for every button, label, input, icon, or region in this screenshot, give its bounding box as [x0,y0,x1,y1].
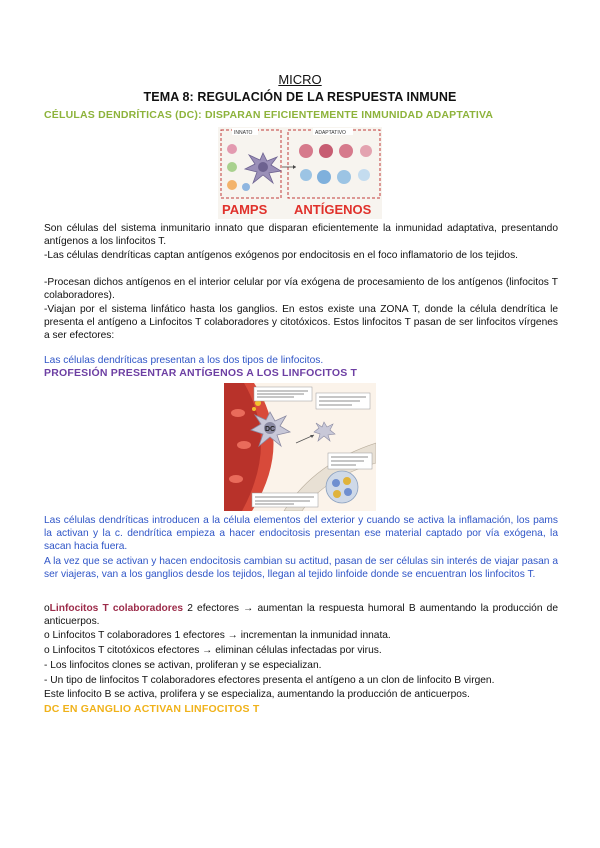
section-heading-dendritic-cells: CÉLULAS DENDRÍTICAS (DC): DISPARAN EFICIENTEMENTE INMUNIDAD ADAPTATIVA [44,109,494,121]
figure-antigen-presentation-illustration [224,383,376,511]
paragraph-migration: A la vez que se activan y hacen endocitosis cambian su actitud, pasan de ser células sin interés de viajar pasan a ser viajeras, van a los ganglios desde los tejidos, llegan al tejido linfoide donde se encuentran los linfocitos T. [44,556,558,581]
section-heading-dc-lymph-node: DC EN GANGLIO ACTIVAN LINFOCITOS T [44,703,260,715]
paragraph-capture: -Las células dendríticas captan antígenos exógenos por endocitosis en el foco inflamatorio de los tejidos. [44,250,519,261]
paragraph-travel: -Viajan por el sistema linfático hasta los ganglios. En estos existe una ZONA T, donde la célula dendrítica le presenta el antígeno a Linfocitos T colaboradores y citotóxicos. Estos linfocitos T pasan de ser linfocitos vírgenes a ser efectores: [44,304,558,342]
paragraph-b-clone: - Un tipo de linfocitos T colaboradores efectores presenta el antígeno a un clon de linfocito B virgen. [44,675,495,686]
th2-rest: 2 efectores → aumentan la respuesta humoral B aumentando la producción de anticuerpos. [44,603,558,628]
figure2-label-dc: DC [265,426,276,433]
paragraph-inflammation: Las células dendríticas introducen a la célula elementos del exterior y cuando se activa la inflamación, los pams la activan y la c. dendrítica empieza a hacer endocitosis presentan ese material captado por vía exógena, la sacan hacia fuera. [44,515,558,553]
figure-innate-adaptive-illustration [218,127,382,219]
paragraph-clones: - Los linfocitos clones se activan, proliferan y se especializan. [44,660,322,671]
th2-bullet: o [44,603,50,614]
paragraph-intro: Son células del sistema inmunitario innato que disparan eficientemente la inmunidad adaptativa, presentando antígenos a los linfocitos T. [44,223,558,248]
figure1-label-adaptativo: ADAPTATIVO [315,130,346,136]
figure1-label-innato: INNATO [234,130,253,136]
figure1-label-antigenos: ANTÍGENOS [294,202,372,217]
figure-antigen-presentation [224,383,376,511]
paragraph-process: -Procesan dichos antígenos en el interior celular por vía exógena de procesamiento de los antígenos (linfocitos T colaboradores). [44,277,558,302]
section-heading-antigen-presentation: PROFESIÓN PRESENTAR ANTÍGENOS A LOS LINFOCITOS T [44,367,358,379]
paragraph-th1: o Linfocitos T colaboradores 1 efectores → incrementan la inmunidad innata. [44,630,391,641]
paragraph-th2 [44,602,558,628]
figure-innate-adaptive [218,127,382,219]
paragraph-cytotoxic: o Linfocitos T citotóxicos efectores → eliminan células infectadas por virus. [44,645,382,656]
paragraph-b-activation: Este linfocito B se activa, prolifera y se especializa, aumentando la producción de anticuerpos. [44,689,470,700]
th2-highlight: Linfocitos T colaboradores [49,603,184,614]
main-title: TEMA 8: REGULACIÓN DE LA RESPUESTA INMUNE [143,90,457,104]
document-title: MICRO [278,72,322,87]
paragraph-two-types: Las células dendríticas presentan a los dos tipos de linfocitos. [44,355,324,366]
figure1-label-pamps: PAMPS [222,202,268,217]
